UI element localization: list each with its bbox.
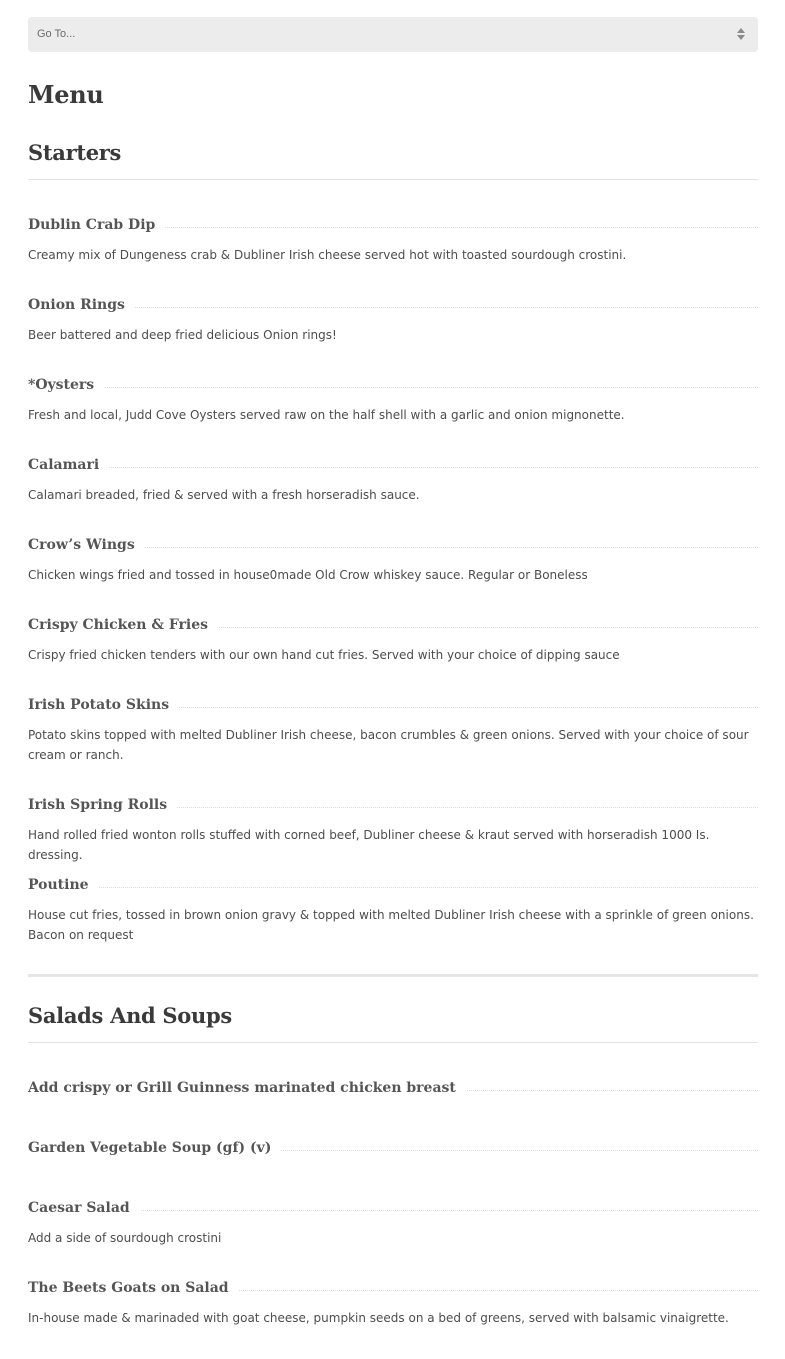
menu-item-description: Hand rolled fried wonton rolls stuffed with corned beef, Dubliner cheese & kraut served with horseradish 1000 Is. dressing. bbox=[28, 828, 710, 862]
menu-item-name: Crispy Chicken & Fries bbox=[28, 617, 218, 633]
menu-item-name: Dublin Crab Dip bbox=[28, 217, 165, 233]
menu-item-description: Calamari breaded, fried & served with a fresh horseradish sauce. bbox=[28, 488, 420, 502]
menu-item-name: Poutine bbox=[28, 877, 99, 893]
menu-item-description: Fresh and local, Judd Cove Oysters served raw on the half shell with a garlic and onion mignonette. bbox=[28, 408, 625, 422]
menu-item-description: Add a side of sourdough crostini bbox=[28, 1231, 222, 1245]
menu-item bbox=[28, 617, 758, 662]
section-title-salads-and-soups: Salads And Soups bbox=[28, 1003, 232, 1028]
menu-item-description: Creamy mix of Dungeness crab & Dubliner Irish cheese served hot with toasted sourdough crostini. bbox=[28, 248, 627, 262]
menu-item-name: Onion Rings bbox=[28, 297, 135, 313]
menu-item bbox=[28, 217, 758, 262]
menu-item-name: Calamari bbox=[28, 457, 109, 473]
menu-item-description: Beer battered and deep fried delicious Onion rings! bbox=[28, 328, 337, 342]
section-divider bbox=[28, 1042, 758, 1043]
menu-item-name: Caesar Salad bbox=[28, 1200, 140, 1216]
menu-item-name: The Beets Goats on Salad bbox=[28, 1280, 239, 1296]
menu-item bbox=[28, 877, 758, 942]
menu-item bbox=[28, 797, 758, 862]
menu-item-description: House cut fries, tossed in brown onion gravy & topped with melted Dubliner Irish cheese with a sprinkle of green onions. Bacon on request bbox=[28, 908, 754, 942]
select-arrows-icon bbox=[737, 28, 745, 42]
menu-item-description: Crispy fried chicken tenders with our own hand cut fries. Served with your choice of dipping sauce bbox=[28, 648, 620, 662]
menu-item bbox=[28, 1140, 758, 1160]
menu-item bbox=[28, 457, 758, 502]
menu-item-name: Irish Potato Skins bbox=[28, 697, 179, 713]
menu-item bbox=[28, 697, 758, 762]
menu-item-name: Add crispy or Grill Guinness marinated chicken breast bbox=[28, 1080, 466, 1096]
menu-item bbox=[28, 297, 758, 342]
menu-item-name: Irish Spring Rolls bbox=[28, 797, 177, 813]
menu-item-description: Chicken wings fried and tossed in house0made Old Crow whiskey sauce. Regular or Boneless bbox=[28, 568, 588, 582]
goto-select[interactable] bbox=[28, 17, 758, 52]
menu-item-name: Garden Vegetable Soup (gf) (v) bbox=[28, 1140, 281, 1156]
menu-item bbox=[28, 537, 758, 582]
menu-item bbox=[28, 1200, 758, 1245]
menu-item bbox=[28, 1280, 758, 1325]
page-title: Menu bbox=[28, 80, 104, 109]
section-title-starters: Starters bbox=[28, 140, 122, 165]
menu-item-name: *Oysters bbox=[28, 377, 104, 393]
menu-item-description: In-house made & marinaded with goat cheese, pumpkin seeds on a bed of greens, served with balsamic vinaigrette. bbox=[28, 1311, 729, 1325]
goto-select-label: Go To... bbox=[37, 28, 76, 40]
section-separator bbox=[28, 974, 758, 977]
menu-item bbox=[28, 1080, 758, 1100]
section-divider bbox=[28, 179, 758, 180]
menu-item-name: Crow’s Wings bbox=[28, 537, 145, 553]
menu-item-description: Potato skins topped with melted Dubliner Irish cheese, bacon crumbles & green onions. Served with your choice of sour cream or ranch. bbox=[28, 728, 749, 762]
menu-item bbox=[28, 377, 758, 422]
